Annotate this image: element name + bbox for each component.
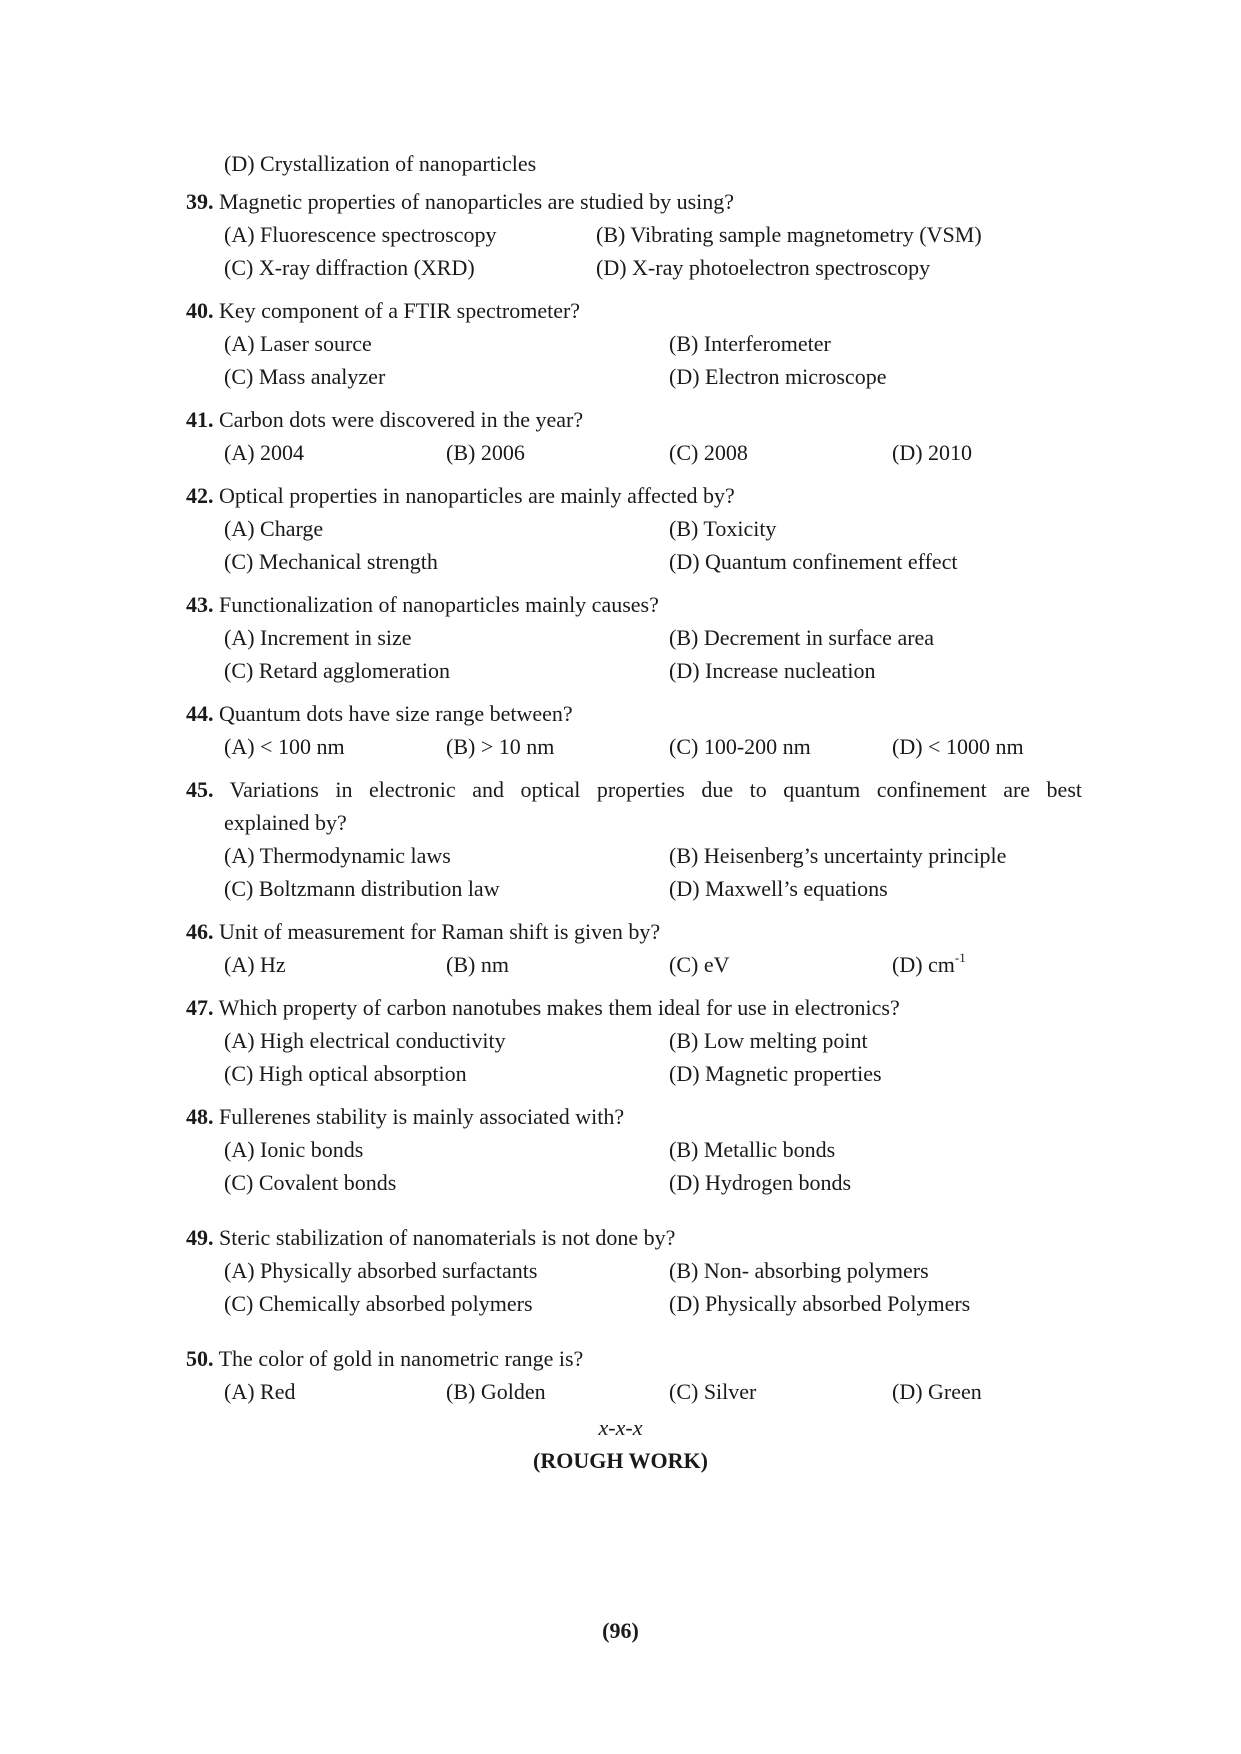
page-number: (96) [602,1618,639,1643]
option-b: (B) Heisenberg’s uncertainty principle [669,843,1007,868]
question-number: 49. [186,1225,214,1250]
option-c: (C) Retard agglomeration [224,658,451,683]
option-a: (A) Hz [224,952,286,977]
option-d: (D) Magnetic properties [669,1061,882,1086]
question-text: Which property of carbon nanotubes makes them ideal for use in electronics? [218,995,900,1020]
option-d: (D) Maxwell’s equations [669,876,888,901]
option-c: (C) 2008 [669,440,748,465]
question-49 [186,1221,1086,1254]
option-c: (C) Chemically absorbed polymers [224,1291,533,1316]
option-a: (A) Increment in size [224,625,412,650]
question-47 [186,991,1086,1024]
option-c: (C) 100-200 nm [669,734,811,759]
option-d: (D) Green [892,1379,982,1404]
option-a: (A) Red [224,1379,296,1404]
option-b: (B) Toxicity [669,516,777,541]
question-text: Functionalization of nanoparticles mainly causes? [219,592,659,617]
option-c: (C) eV [669,952,730,977]
option-b: (B) Decrement in surface area [669,625,935,650]
question-39 [186,185,1086,218]
question-48 [186,1100,1086,1133]
question-number: 46. [186,919,214,944]
option-d: (D) X-ray photoelectron spectroscopy [596,255,931,280]
question-number: 44. [186,701,214,726]
question-text: Carbon dots were discovered in the year? [219,407,584,432]
option-a: (A) Thermodynamic laws [224,843,451,868]
option-c: (C) Mass analyzer [224,364,386,389]
option-b: (B) Low melting point [669,1028,868,1053]
question-text: Unit of measurement for Raman shift is given by? [219,919,661,944]
question-number: 43. [186,592,214,617]
continuation-option: (D) Crystallization of nanoparticles [224,151,537,176]
option-d: (D) Hydrogen bonds [669,1170,852,1195]
option-a: (A) 2004 [224,440,305,465]
question-number: 48. [186,1104,214,1129]
option-a: (A) Fluorescence spectroscopy [224,222,497,247]
question-text-line2: explained by? [224,810,347,835]
question-text-line1: Variations in electronic and optical properties due to quantum confinement are best [229,777,1082,802]
question-text: Fullerenes stability is mainly associated with? [219,1104,625,1129]
option-a: (A) Charge [224,516,324,541]
option-b: (B) > 10 nm [446,734,555,759]
option-b: (B) nm [446,952,509,977]
option-a: (A) < 100 nm [224,734,345,759]
option-a: (A) Laser source [224,331,372,356]
option-b: (B) Golden [446,1379,546,1404]
option-c: (C) Mechanical strength [224,549,438,574]
question-45 [186,773,1082,806]
option-d: (D) 2010 [892,440,973,465]
option-d: (D) Physically absorbed Polymers [669,1291,971,1316]
question-50 [186,1342,1086,1375]
option-a: (A) Physically absorbed surfactants [224,1258,538,1283]
option-b: (B) Vibrating sample magnetometry (VSM) [596,222,982,247]
question-text: Steric stabilization of nanomaterials is not done by? [219,1225,676,1250]
option-a: (A) Ionic bonds [224,1137,364,1162]
question-number: 47. [186,995,214,1020]
question-number: 42. [186,483,214,508]
option-b: (B) Interferometer [669,331,831,356]
question-46 [186,915,1086,948]
option-c: (C) Covalent bonds [224,1170,397,1195]
question-text: Magnetic properties of nanoparticles are studied by using? [219,189,735,214]
option-b: (B) 2006 [446,440,525,465]
question-number: 50. [186,1346,214,1371]
end-mark: x-x-x [598,1415,643,1440]
question-number: 41. [186,407,214,432]
question-number: 40. [186,298,214,323]
question-41 [186,403,1086,436]
question-44 [186,697,1086,730]
rough-work-heading: (ROUGH WORK) [533,1448,708,1473]
option-a: (A) High electrical conductivity [224,1028,506,1053]
option-b: (B) Metallic bonds [669,1137,836,1162]
question-43 [186,588,1086,621]
option-c: (C) X-ray diffraction (XRD) [224,255,475,280]
question-number: 39. [186,189,214,214]
option-d: (D) < 1000 nm [892,734,1024,759]
option-d: (D) Electron microscope [669,364,887,389]
question-text: The color of gold in nanometric range is? [218,1346,584,1371]
option-d: (D) Quantum confinement effect [669,549,958,574]
question-text: Key component of a FTIR spectrometer? [219,298,581,323]
option-d-superscript: -1 [954,949,966,965]
option-c: (C) High optical absorption [224,1061,467,1086]
question-42 [186,479,1086,512]
option-c: (C) Silver [669,1379,757,1404]
option-b: (B) Non- absorbing polymers [669,1258,929,1283]
option-d: (D) Increase nucleation [669,658,876,683]
option-d [892,948,966,981]
question-text: Quantum dots have size range between? [219,701,573,726]
option-c: (C) Boltzmann distribution law [224,876,500,901]
option-d-text: (D) cm [892,952,955,977]
question-number: 45. [186,777,214,802]
question-40 [186,294,1086,327]
question-text: Optical properties in nanoparticles are mainly affected by? [219,483,735,508]
